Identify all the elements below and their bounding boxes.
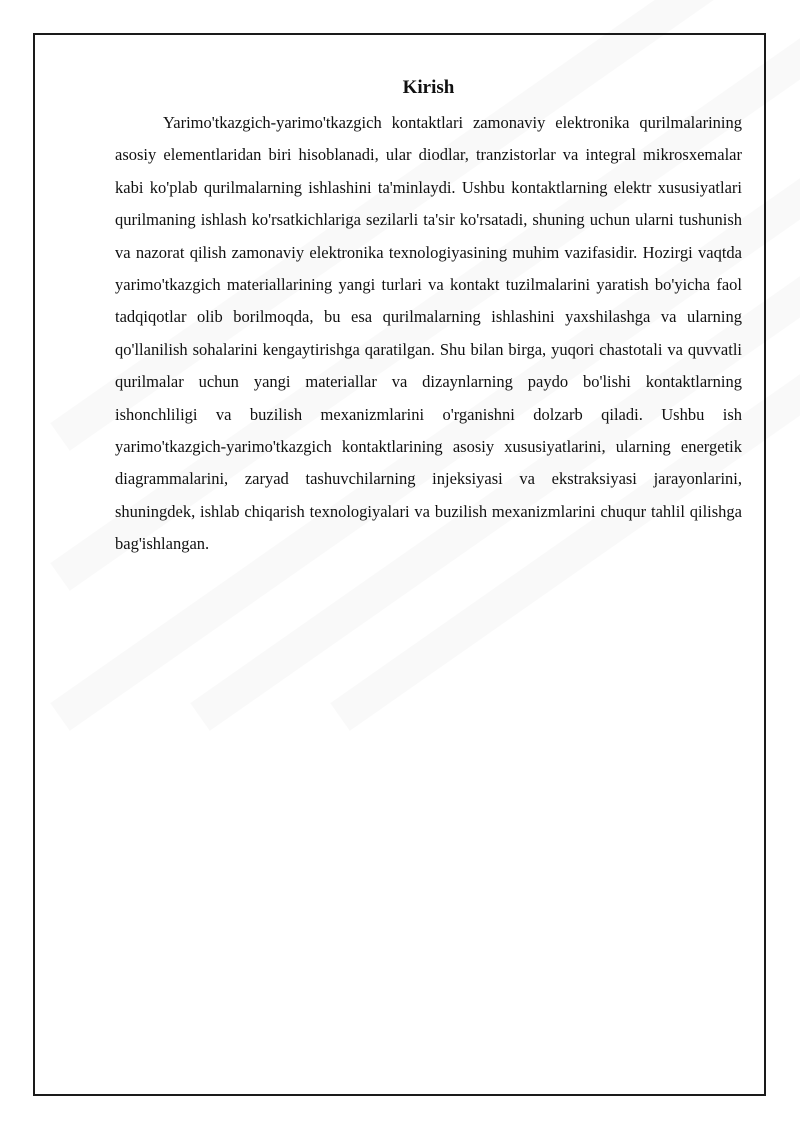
document-content	[115, 75, 742, 561]
body-paragraph: Yarimo'tkazgich-yarimo'tkazgich kontaktlari zamonaviy elektronika qurilmalarining asosiy elementlaridan biri hisoblanadi, ular diodlar, tranzistorlar va integral mikrosxemalar kabi ko'plab qurilmalarning ishlashini ta'minlaydi. Ushbu kontaktlarning elektr xususiyatlari qurilmaning ishlash ko'rsatkichlariga sezilarli ta'sir ko'rsatadi, shuning uchun ularni tushunish va nazorat qilish zamonaviy elektronika texnologiyasining muhim vazifasidir. Hozirgi vaqtda yarimo'tkazgich materiallarining yangi turlari va kontakt tuzilmalarini yaratish bo'yicha faol tadqiqotlar olib borilmoqda, bu esa qurilmalarning ishlashini yaxshilashga va ularning qo'llanilish sohalarini kengaytirishga qaratilgan. Shu bilan birga, yuqori chastotali va quvvatli qurilmalar uchun yangi materiallar va dizaynlarning paydo bo'lishi kontaktlarning ishonchliligi va buzilish mexanizmlarini o'rganishni dolzarb qiladi. Ushbu ish yarimo'tkazgich-yarimo'tkazgich kontaktlarining asosiy xususiyatlarini, ularning energetik diagrammalarini, zaryad tashuvchilarning injeksiyasi va ekstraksiyasi jarayonlarini, shuningdek, ishlab chiqarish texnologiyalari va buzilish mexanizmlarini chuqur tahlil qilishga bag'ishlangan.	[115, 113, 742, 554]
section-heading: Kirish	[402, 77, 455, 98]
